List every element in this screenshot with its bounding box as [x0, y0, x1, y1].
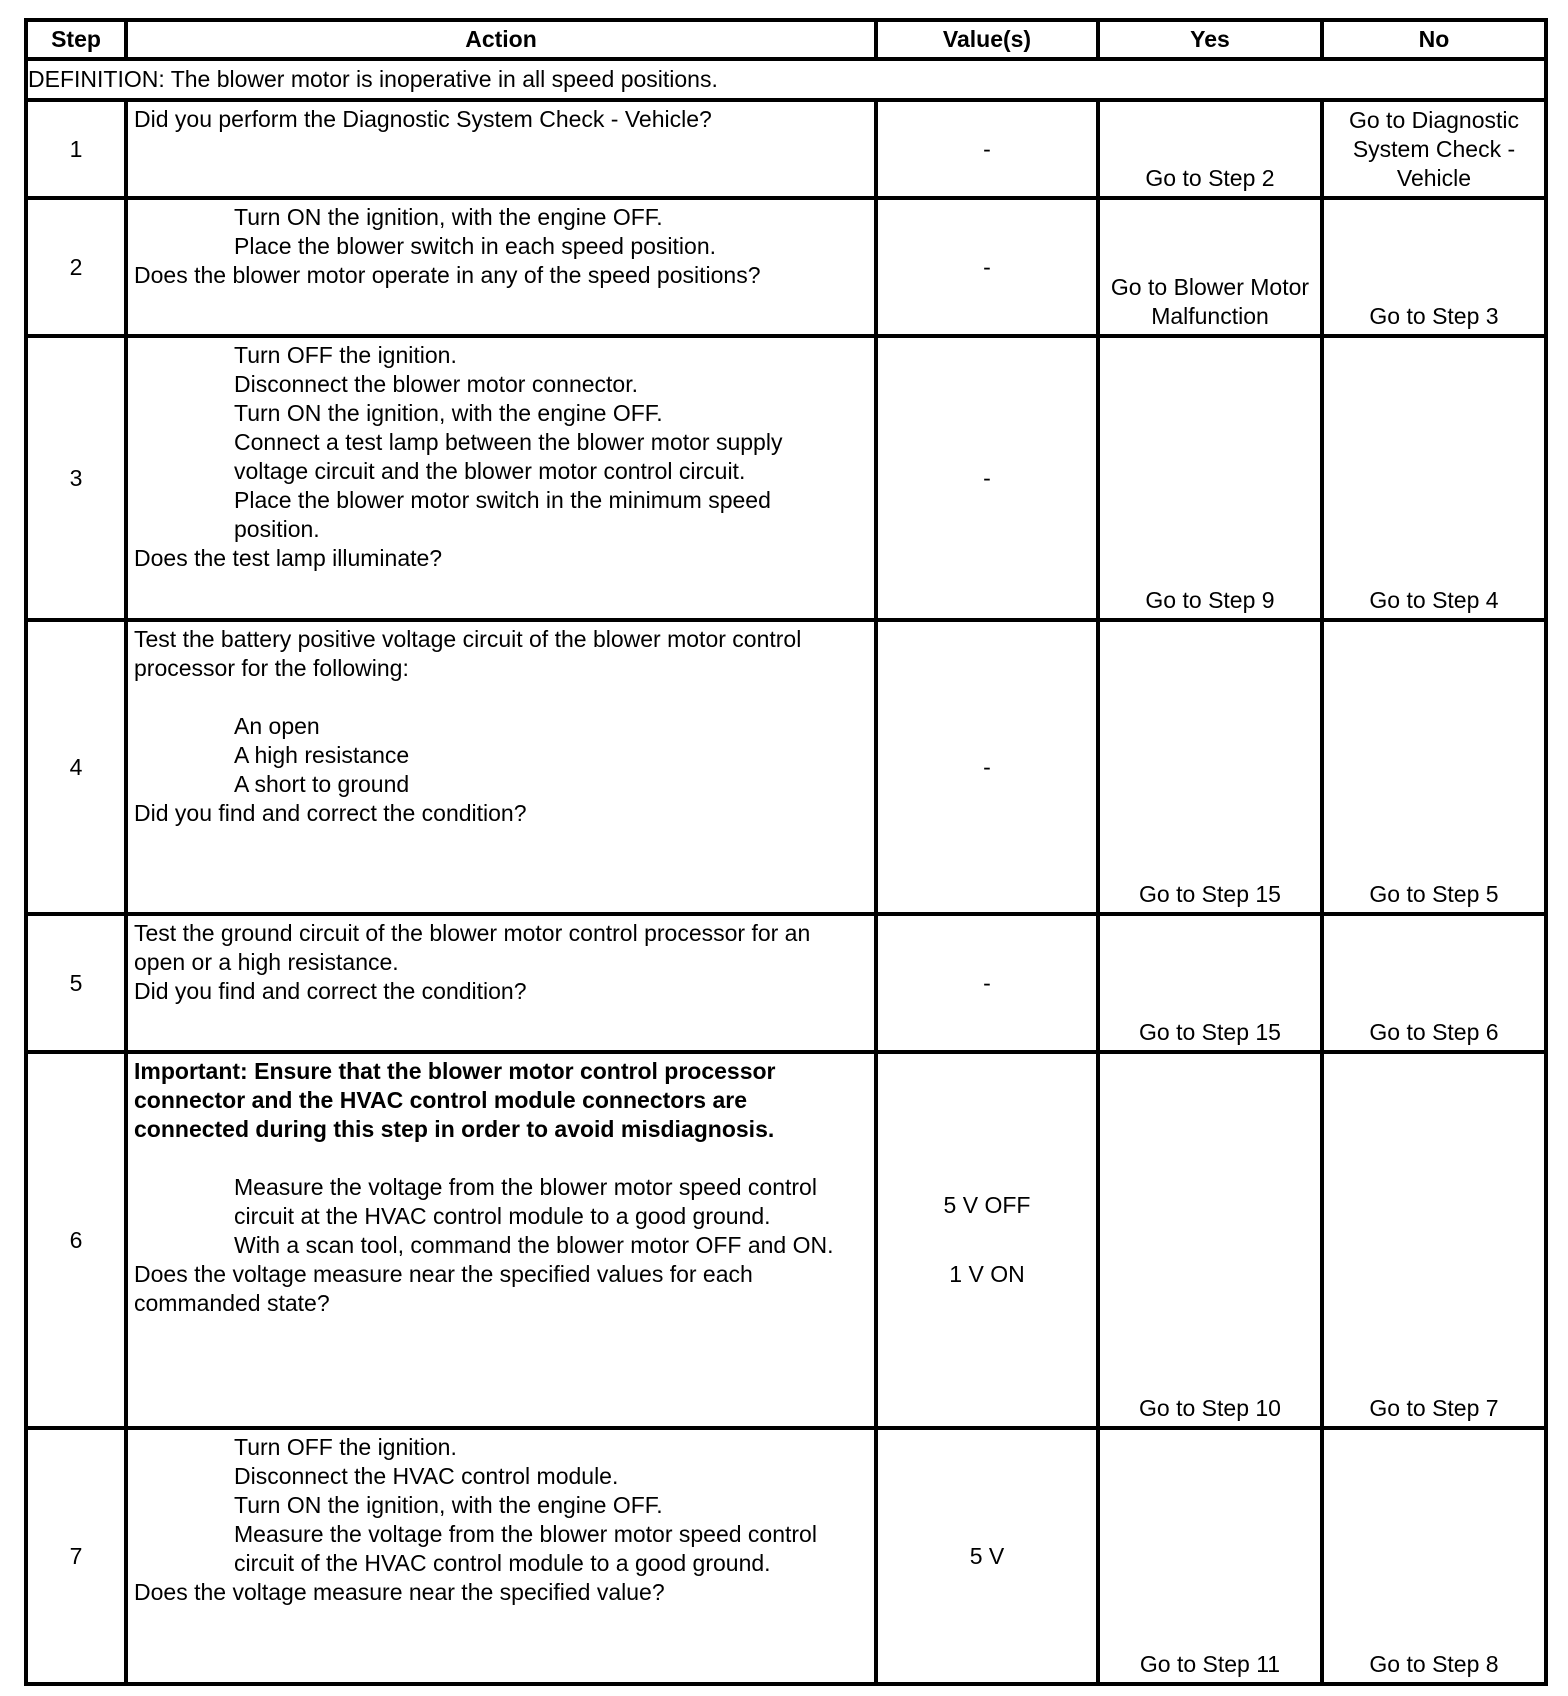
action-cell: [126, 1428, 876, 1684]
value-on: 1 V ON: [949, 1261, 1025, 1287]
header-row: [26, 20, 1546, 59]
important-note: Important: Ensure that the blower motor control processor connector and the HVAC control module connectors are connected during this step in order to avoid misdiagnosis.: [134, 1058, 776, 1142]
action-question: Does the test lamp illuminate?: [134, 545, 443, 571]
action-item: With a scan tool, command the blower motor OFF and ON.: [234, 1232, 834, 1258]
definition-row: [26, 59, 1546, 100]
action-cell: [126, 620, 876, 914]
action-item: A high resistance: [234, 742, 410, 768]
table-row: [26, 336, 1546, 620]
table-row: [26, 914, 1546, 1052]
yes-cell: Go to Step 10: [1098, 1052, 1322, 1428]
diagnostic-table: [24, 18, 1548, 1686]
value-cell: -: [876, 336, 1098, 620]
value-cell: -: [876, 198, 1098, 336]
step-number: 2: [26, 198, 126, 336]
step-number: 3: [26, 336, 126, 620]
no-cell: Go to Step 4: [1322, 336, 1546, 620]
header-values: Value(s): [876, 20, 1098, 59]
step-number: 1: [26, 100, 126, 198]
table-row: [26, 620, 1546, 914]
action-text: Test the ground circuit of the blower motor control processor for an open or a high resistance.: [134, 920, 811, 975]
no-cell: Go to Step 8: [1322, 1428, 1546, 1684]
header-no: No: [1322, 20, 1546, 59]
yes-cell: Go to Step 9: [1098, 336, 1322, 620]
no-cell: Go to Step 6: [1322, 914, 1546, 1052]
table-row: [26, 100, 1546, 198]
step-number: 5: [26, 914, 126, 1052]
no-cell: Go to Diagnostic System Check - Vehicle: [1322, 100, 1546, 198]
yes-cell: Go to Step 11: [1098, 1428, 1322, 1684]
action-question: Does the blower motor operate in any of the speed positions?: [134, 262, 761, 288]
action-item: Turn ON the ignition, with the engine OFF.: [234, 204, 663, 230]
step-number: 4: [26, 620, 126, 914]
action-cell: [126, 336, 876, 620]
action-cell: [126, 1052, 876, 1428]
action-question: Does the voltage measure near the specified values for each commanded state?: [134, 1261, 753, 1316]
action-question: Did you find and correct the condition?: [134, 978, 527, 1004]
action-item: Turn OFF the ignition.: [234, 342, 457, 368]
action-cell: [126, 198, 876, 336]
action-item: Measure the voltage from the blower motor speed control circuit of the HVAC control module to a good ground.: [234, 1521, 817, 1576]
value-off: 5 V OFF: [943, 1192, 1031, 1218]
action-item: Turn ON the ignition, with the engine OFF.: [234, 1492, 663, 1518]
no-cell: Go to Step 5: [1322, 620, 1546, 914]
action-item: Place the blower motor switch in the minimum speed position.: [234, 487, 771, 542]
table-row: [26, 198, 1546, 336]
value-cell: [876, 1052, 1098, 1428]
action-item: Place the blower switch in each speed position.: [234, 233, 717, 259]
no-cell: Go to Step 7: [1322, 1052, 1546, 1428]
action-item: An open: [234, 713, 320, 739]
yes-cell: Go to Step 15: [1098, 914, 1322, 1052]
header-yes: Yes: [1098, 20, 1322, 59]
action-item: Connect a test lamp between the blower motor supply voltage circuit and the blower motor control circuit.: [234, 429, 783, 484]
action-item: Disconnect the blower motor connector.: [234, 371, 638, 397]
yes-cell: Go to Blower Motor Malfunction: [1098, 198, 1322, 336]
header-step: Step: [26, 20, 126, 59]
action-item: Turn ON the ignition, with the engine OFF.: [234, 400, 663, 426]
yes-cell: Go to Step 2: [1098, 100, 1322, 198]
action-text: Test the battery positive voltage circuit of the blower motor control processor for the following:: [134, 626, 802, 681]
action-item: Measure the voltage from the blower motor speed control circuit at the HVAC control module to a good ground.: [234, 1174, 817, 1229]
no-cell: Go to Step 3: [1322, 198, 1546, 336]
action-item: A short to ground: [234, 771, 410, 797]
action-cell: [126, 914, 876, 1052]
action-item: Disconnect the HVAC control module.: [234, 1463, 619, 1489]
value-cell: -: [876, 620, 1098, 914]
definition-text: DEFINITION: The blower motor is inoperative in all speed positions.: [26, 59, 1546, 100]
table-row: [26, 1428, 1546, 1684]
action-question: Did you find and correct the condition?: [134, 800, 527, 826]
step-number: 6: [26, 1052, 126, 1428]
action-cell: [126, 100, 876, 198]
value-cell: -: [876, 914, 1098, 1052]
step-number: 7: [26, 1428, 126, 1684]
header-action: Action: [126, 20, 876, 59]
value-cell: 5 V: [876, 1428, 1098, 1684]
action-text: Did you perform the Diagnostic System Check - Vehicle?: [134, 106, 712, 132]
value-cell: -: [876, 100, 1098, 198]
action-question: Does the voltage measure near the specified value?: [134, 1579, 665, 1605]
action-item: Turn OFF the ignition.: [234, 1434, 457, 1460]
table-row: [26, 1052, 1546, 1428]
yes-cell: Go to Step 15: [1098, 620, 1322, 914]
